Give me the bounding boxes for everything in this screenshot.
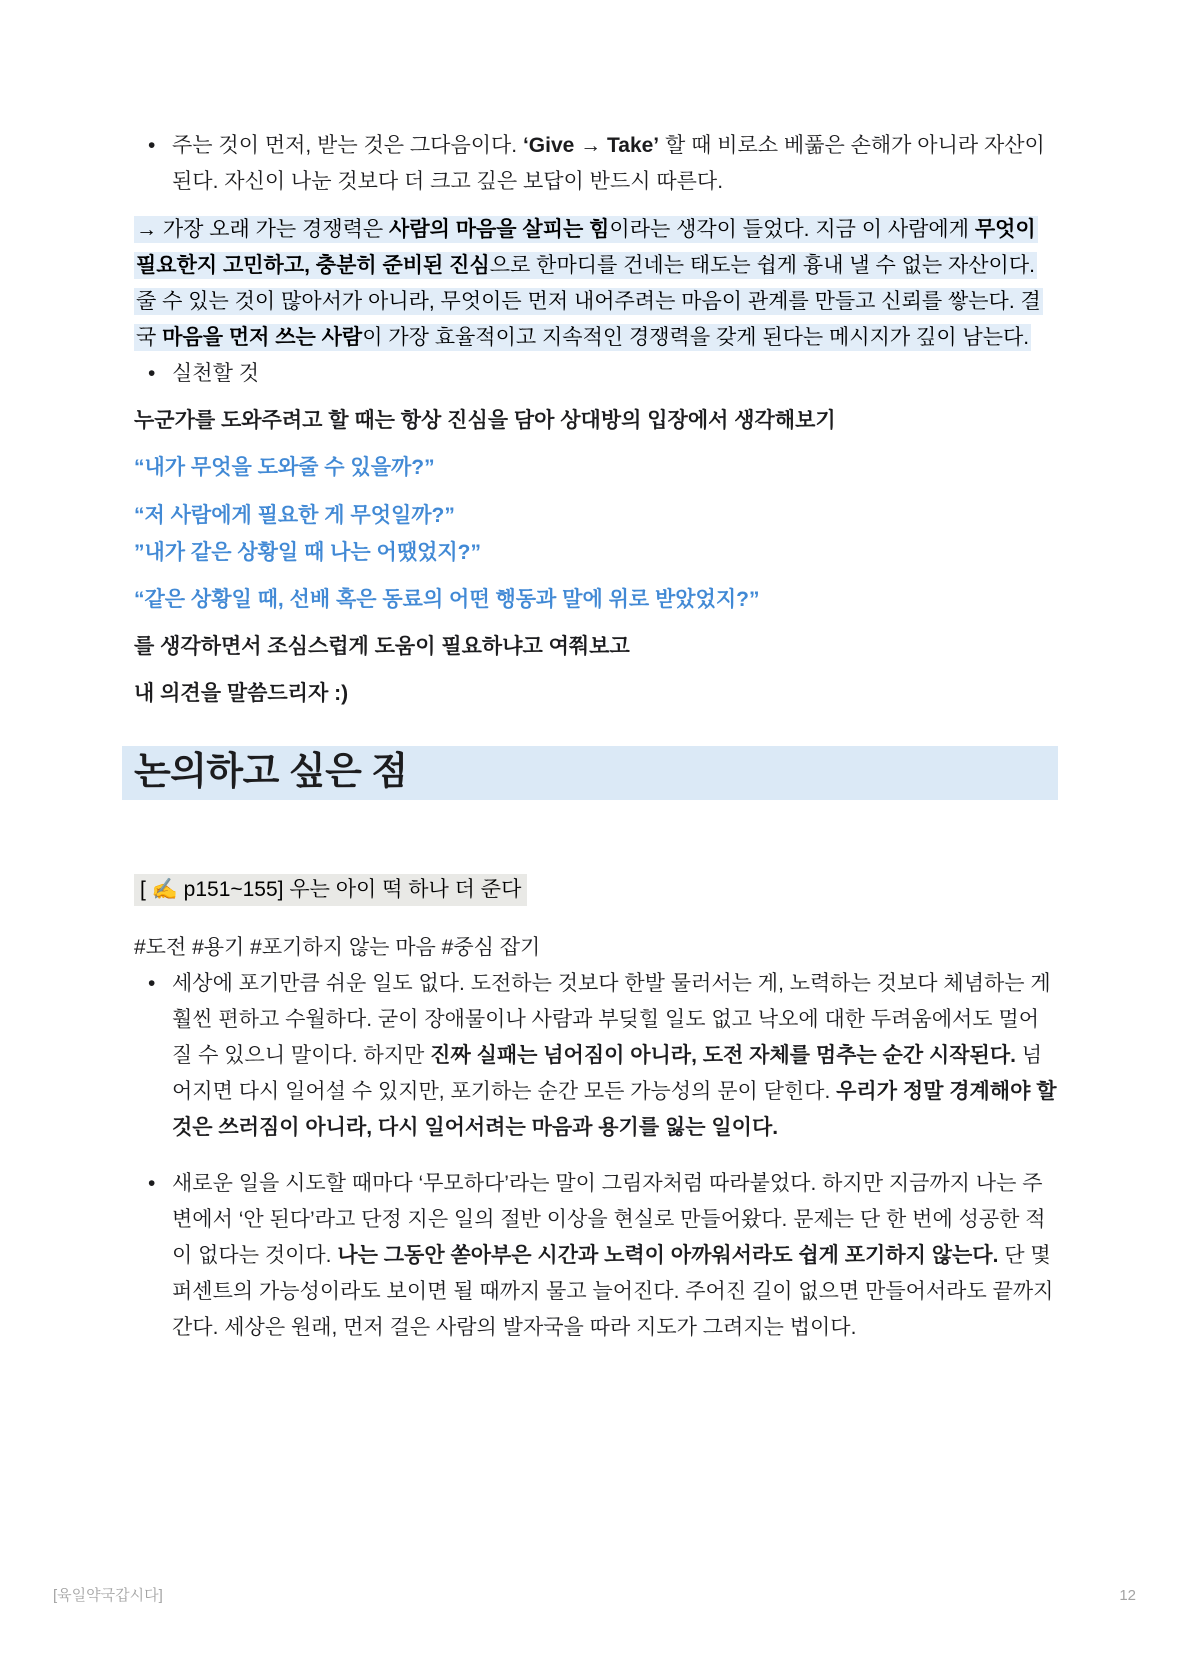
outro-line-1: 를 생각하면서 조심스럽게 도움이 필요하냐고 여쭤보고 [134,635,630,658]
outro-line-2: 내 의견을 말씀드리자 :) [134,682,349,705]
list-item-challenge [134,966,1058,1146]
takeaway-paragraph [134,212,1058,356]
practice-label: 실천할 것 [172,362,259,385]
footer-page-number: 12 [1119,1587,1136,1604]
section-heading [122,746,1058,800]
takeaway-highlight: → 가장 오래 가는 경쟁력은 사람의 마음을 살피는 힘이라는 생각이 들었다. 지금 이 사람에게 무엇이 필요한지 고민하고, 충분히 준비된 진심으로 한마디를 건네는 태도는 쉽게 흉내 낼 수 없는 자산이다. 줄 수 있는 것이 많아서가 아니라, 무엇이든 먼저 내어주려는 마음이 관계를 만들고 신뢰를 쌓는다. 결국 마음을 먼저 쓰는 사람이 가장 효율적이고 지속적인 경쟁력을 갖게 된다는 메시지가 깊이 남는다. [136,218,1041,349]
list-item-persistence [134,1166,1058,1346]
page-reference-line [134,872,1058,908]
list-item-practice [134,356,1058,392]
page-reference-highlight: [ ✍️ p151~155] 우는 아이 떡 하나 더 준다 [134,874,527,906]
footer-book-title: [육일약국갑시다] [53,1587,163,1604]
question-1: “내가 무엇을 도와줄 수 있을까?” [134,456,435,479]
section-heading-text: 논의하고 싶은 점 [134,751,408,793]
challenge-text: 세상에 포기만큼 쉬운 일도 없다. 도전하는 것보다 한발 물러서는 게, 노력하는 것보다 체념하는 게 훨씬 편하고 수월하다. 굳이 장애물이나 사람과 부딪힐 일도 없고 낙오에 대한 두려움에서도 멀어질 수 있으니 말이다. 하지만 진짜 실패는 넘어짐이 아니라, 도전 자체를 멈추는 순간 시작된다. 넘어지면 다시 일어설 수 있지만, 포기하는 순간 모든 가능성의 문이 닫힌다. 우리가 정말 경계해야 할 것은 쓰러짐이 아니라, 다시 일어서려는 마음과 용기를 잃는 일이다. [172,972,1057,1139]
discussion-bullet-list [134,966,1058,1346]
hashtags-line: #도전 #용기 #포기하지 않는 마음 #중심 잡기 [134,936,541,959]
list-item-give-take [134,128,1058,200]
question-2b: ”내가 같은 상황일 때 나는 어땠었지?” [134,541,482,564]
question-3: “같은 상황일 때, 선배 혹은 동료의 어떤 행동과 말에 위로 받았었지?” [134,588,760,611]
give-take-text: 주는 것이 먼저, 받는 것은 그다음이다. ‘Give → Take’ 할 때 비로소 베풂은 손해가 아니라 자산이 된다. 자신이 나눈 것보다 더 크고 깊은 보답이 반드시 따른다. [172,134,1045,193]
question-2a: “저 사람에게 필요한 게 무엇일까?” [134,504,455,527]
practice-bullet-list [134,356,1058,392]
question-2-block [134,497,1058,571]
top-bullet-list [134,128,1058,200]
practice-intro: 누군가를 도와주려고 할 때는 항상 진심을 담아 상대방의 입장에서 생각해보기 [134,409,836,432]
persistence-text: 새로운 일을 시도할 때마다 ‘무모하다’라는 말이 그림자처럼 따라붙었다. 하지만 지금까지 나는 주변에서 ‘안 된다’라고 단정 지은 일의 절반 이상을 현실로 만들어왔다. 문제는 단 한 번에 성공한 적이 없다는 것이다. 나는 그동안 쏟아부은 시간과 노력이 아까워서라도 쉽게 포기하지 않는다. 단 몇 퍼센트의 가능성이라도 보이면 될 때까지 물고 늘어진다. 주어진 길이 없으면 만들어서라도 끝까지 간다. 세상은 원래, 먼저 걸은 사람의 발자국을 따라 지도가 그려지는 법이다. [172,1172,1054,1339]
